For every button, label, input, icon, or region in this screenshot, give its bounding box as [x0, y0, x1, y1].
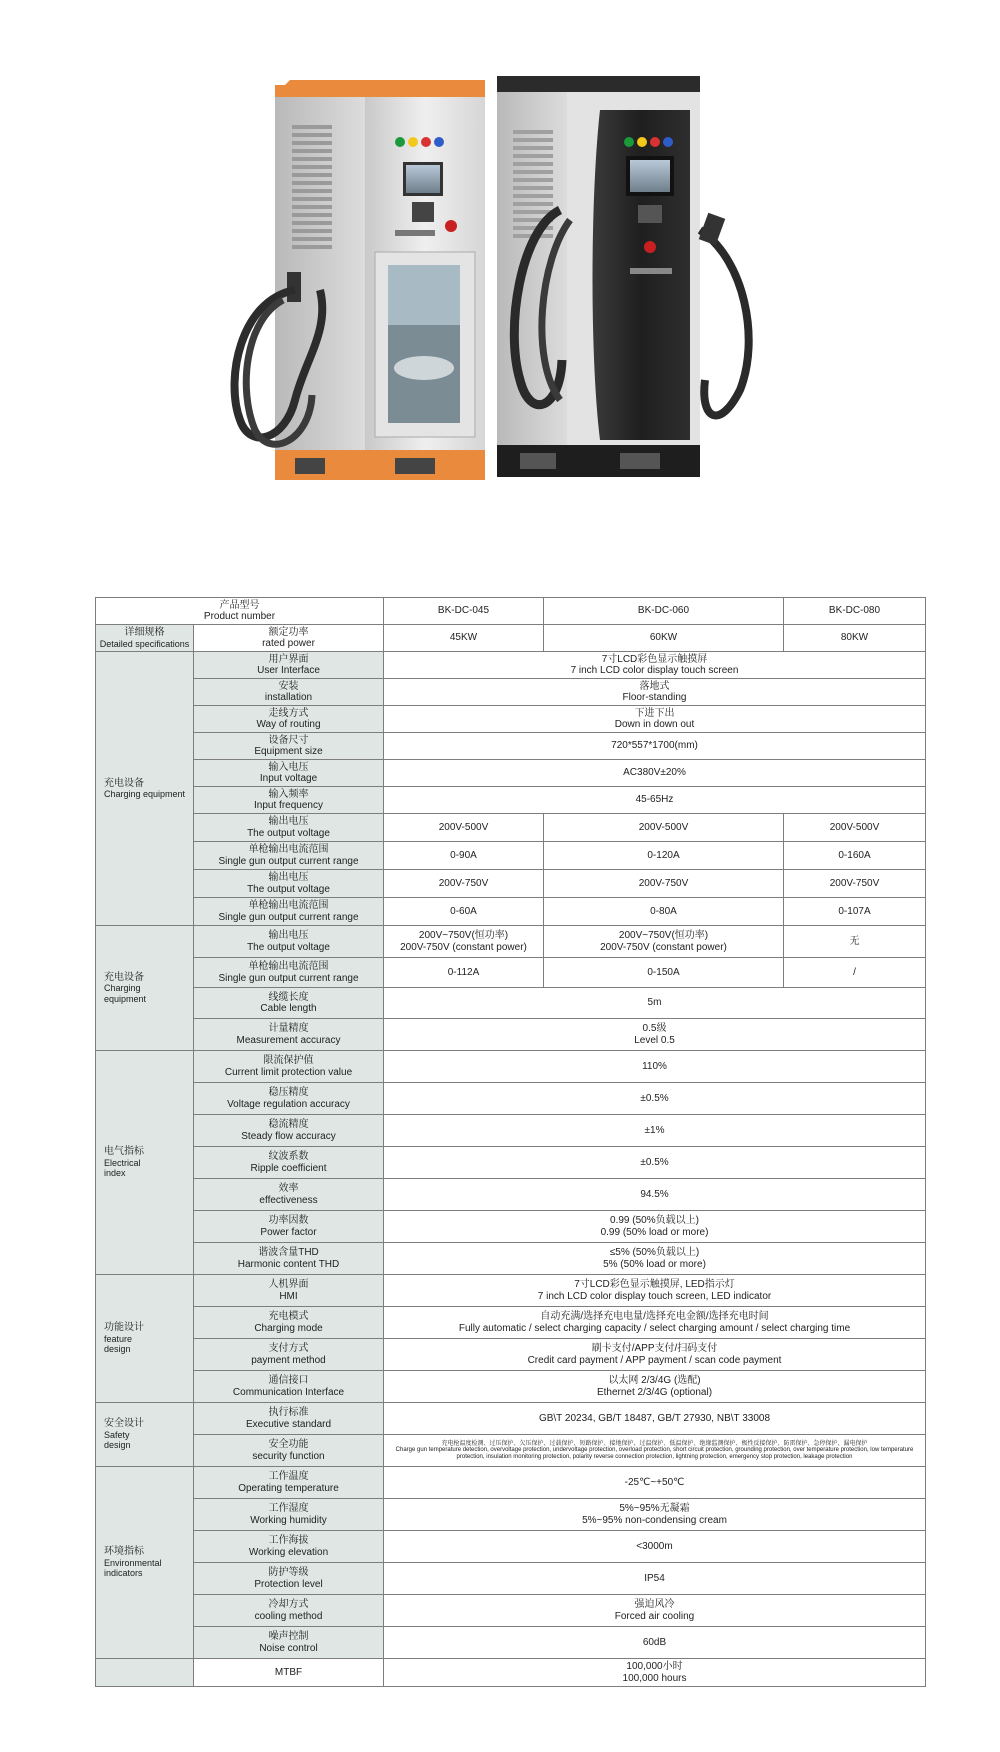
row-value: 下进下出 Down in down out	[384, 706, 926, 733]
table-row	[96, 1403, 926, 1435]
table-row	[96, 988, 926, 1019]
row-label: 稳压精度 Voltage regulation accuracy	[194, 1083, 384, 1115]
row-value: 0.99 (50%负载以上) 0.99 (50% load or more)	[384, 1211, 926, 1243]
row-value: 刷卡支付/APP支付/扫码支付 Credit card payment / APP payment / scan code payment	[384, 1339, 926, 1371]
cell: 200V-500V	[784, 814, 926, 842]
row-value: 0.5级 Level 0.5	[384, 1019, 926, 1051]
row-label: 计量精度 Measurement accuracy	[194, 1019, 384, 1051]
table-row	[96, 898, 926, 926]
row-label: 用户界面 User Interface	[194, 652, 384, 679]
section-detailed: 详细规格 Detailed specifications	[96, 625, 194, 652]
table-row	[96, 1147, 926, 1179]
row-label: 安全功能 security function	[194, 1435, 384, 1467]
row-label: 执行标准 Executive standard	[194, 1403, 384, 1435]
row-value: 60dB	[384, 1627, 926, 1659]
table-row	[96, 1563, 926, 1595]
model-045: BK-DC-045	[384, 598, 544, 625]
row-value: 5%~95%无凝霜 5%~95% non-condensing cream	[384, 1499, 926, 1531]
cell: 无	[784, 926, 926, 958]
row-value: IP54	[384, 1563, 926, 1595]
row-value: 45-65Hz	[384, 787, 926, 814]
row-value: ±0.5%	[384, 1147, 926, 1179]
table-row	[96, 1275, 926, 1307]
table-row	[96, 625, 926, 652]
cell: 0-90A	[384, 842, 544, 870]
table-row	[96, 1083, 926, 1115]
table-row	[96, 760, 926, 787]
table-row	[96, 1371, 926, 1403]
rated-power-080: 80KW	[784, 625, 926, 652]
cell: 0-160A	[784, 842, 926, 870]
table-row	[96, 1499, 926, 1531]
row-label: 工作湿度 Working humidity	[194, 1499, 384, 1531]
row-label: 单枪输出电流范围 Single gun output current range	[194, 898, 384, 926]
row-label: 充电模式 Charging mode	[194, 1307, 384, 1339]
table-row	[96, 842, 926, 870]
product-illustration	[0, 0, 1000, 560]
table-row	[96, 1243, 926, 1275]
row-value: 以太网 2/3/4G (选配) Ethernet 2/3/4G (optional)	[384, 1371, 926, 1403]
row-label: 冷却方式 cooling method	[194, 1595, 384, 1627]
product-number-header: 产品型号 Product number	[96, 598, 384, 625]
cell: 200V-500V	[544, 814, 784, 842]
row-label: 限流保护值 Current limit protection value	[194, 1051, 384, 1083]
section-charging-equipment-2: 充电设备 Charging equipment	[96, 926, 194, 1051]
table-row	[96, 787, 926, 814]
table-row	[96, 1659, 926, 1687]
rated-power-045: 45KW	[384, 625, 544, 652]
table-row	[96, 652, 926, 679]
section-safety-design: 安全设计 Safety design	[96, 1403, 194, 1467]
row-value: <3000m	[384, 1531, 926, 1563]
table-row	[96, 1467, 926, 1499]
row-value: 94.5%	[384, 1179, 926, 1211]
row-value: AC380V±20%	[384, 760, 926, 787]
row-label: 输入电压 Input voltage	[194, 760, 384, 787]
row-value: 自动充满/选择充电电量/选择充电金额/选择充电时间 Fully automatic / select charging capacity / select charging amount / select charging time	[384, 1307, 926, 1339]
cell: 200V-750V	[784, 870, 926, 898]
cell: 200V-750V	[384, 870, 544, 898]
row-value: ≤5% (50%负载以上) 5% (50% load or more)	[384, 1243, 926, 1275]
cell: 0-150A	[544, 958, 784, 988]
model-080: BK-DC-080	[784, 598, 926, 625]
row-label: 支付方式 payment method	[194, 1339, 384, 1371]
row-label: 谐波含量THD Harmonic content THD	[194, 1243, 384, 1275]
row-label: 通信接口 Communication Interface	[194, 1371, 384, 1403]
chargers-image	[0, 0, 1000, 560]
row-label: 单枪输出电流范围 Single gun output current range	[194, 842, 384, 870]
section-environmental-indicators: 环境指标 Environmental indicators	[96, 1467, 194, 1659]
table-row	[96, 1595, 926, 1627]
row-value: 7寸LCD彩色显示触摸屏 7 inch LCD color display touch screen	[384, 652, 926, 679]
cell: 0-120A	[544, 842, 784, 870]
cell: 0-112A	[384, 958, 544, 988]
section-charging-equipment: 充电设备 Charging equipment	[96, 652, 194, 926]
row-label: 单枪输出电流范围 Single gun output current range	[194, 958, 384, 988]
security-function-value: 充电枪温度检测、过压保护、欠压保护、过载保护、短路保护、接地保护、过温保护、低温保护、绝缘监测保护、极性反接保护、防雷保护、急停保护、漏电保护 Charge gun temperature detection, overvoltage protection, undervoltage protection, overload protection, short circuit protection, grounding protection, over temperature protection, low temperature protection, insulation monitoring protection, polarity reverse connection protection, lightning protection, emergency stop protection, leakage protection	[384, 1435, 926, 1467]
row-label: 安装 installation	[194, 679, 384, 706]
table-row	[96, 1307, 926, 1339]
row-label: 输出电压 The output voltage	[194, 814, 384, 842]
spec-table	[95, 597, 926, 1687]
row-label: 额定功率 rated power	[194, 625, 384, 652]
table-row	[96, 1019, 926, 1051]
cell: 200V-500V	[384, 814, 544, 842]
row-value: 110%	[384, 1051, 926, 1083]
row-label: 线缆长度 Cable length	[194, 988, 384, 1019]
table-row	[96, 1435, 926, 1467]
cell: 0-60A	[384, 898, 544, 926]
row-value: -25℃~+50℃	[384, 1467, 926, 1499]
mtbf-value: 100,000小时 100,000 hours	[384, 1659, 926, 1687]
row-label: 工作海拔 Working elevation	[194, 1531, 384, 1563]
row-value: 7寸LCD彩色显示触摸屏, LED指示灯 7 inch LCD color display touch screen, LED indicator	[384, 1275, 926, 1307]
cell: 200V-750V	[544, 870, 784, 898]
row-label: 输入频率 Input frequency	[194, 787, 384, 814]
row-label: 输出电压 The output voltage	[194, 926, 384, 958]
cell: /	[784, 958, 926, 988]
table-row	[96, 679, 926, 706]
table-header-row	[96, 598, 926, 625]
table-row	[96, 814, 926, 842]
row-label: 噪声控制 Noise control	[194, 1627, 384, 1659]
row-label: 功率因数 Power factor	[194, 1211, 384, 1243]
row-value: 落地式 Floor-standing	[384, 679, 926, 706]
table-row	[96, 706, 926, 733]
table-row	[96, 1627, 926, 1659]
cell: 0-80A	[544, 898, 784, 926]
table-row	[96, 1531, 926, 1563]
table-row	[96, 870, 926, 898]
row-label: 稳流精度 Steady flow accuracy	[194, 1115, 384, 1147]
model-060: BK-DC-060	[544, 598, 784, 625]
row-label: 设备尺寸 Equipment size	[194, 733, 384, 760]
mtbf-label: MTBF	[194, 1659, 384, 1687]
row-label: 工作温度 Operating temperature	[194, 1467, 384, 1499]
row-value: 强迫风冷 Forced air cooling	[384, 1595, 926, 1627]
cell: 200V~750V(恒功率) 200V-750V (constant power)	[384, 926, 544, 958]
section-feature-design: 功能设计 feature design	[96, 1275, 194, 1403]
row-label: 防护等级 Protection level	[194, 1563, 384, 1595]
table-row	[96, 1179, 926, 1211]
row-label: 人机界面 HMI	[194, 1275, 384, 1307]
row-value: 720*557*1700(mm)	[384, 733, 926, 760]
right-charger	[497, 76, 749, 477]
table-row	[96, 958, 926, 988]
row-value: 5m	[384, 988, 926, 1019]
table-row	[96, 1051, 926, 1083]
row-label: 效率 effectiveness	[194, 1179, 384, 1211]
section-electrical-index: 电气指标 Electrical index	[96, 1051, 194, 1275]
table-row	[96, 926, 926, 958]
left-charger	[235, 80, 485, 480]
row-value: ±1%	[384, 1115, 926, 1147]
row-value: GB\T 20234, GB/T 18487, GB/T 27930, NB\T 33008	[384, 1403, 926, 1435]
row-label: 纹波系数 Ripple coefficient	[194, 1147, 384, 1179]
row-label: 走线方式 Way of routing	[194, 706, 384, 733]
rated-power-060: 60KW	[544, 625, 784, 652]
section-empty	[96, 1659, 194, 1687]
table-row	[96, 733, 926, 760]
table-row	[96, 1339, 926, 1371]
cell: 200V~750V(恒功率) 200V-750V (constant power)	[544, 926, 784, 958]
table-row	[96, 1211, 926, 1243]
cell: 0-107A	[784, 898, 926, 926]
row-label: 输出电压 The output voltage	[194, 870, 384, 898]
row-value: ±0.5%	[384, 1083, 926, 1115]
table-row	[96, 1115, 926, 1147]
